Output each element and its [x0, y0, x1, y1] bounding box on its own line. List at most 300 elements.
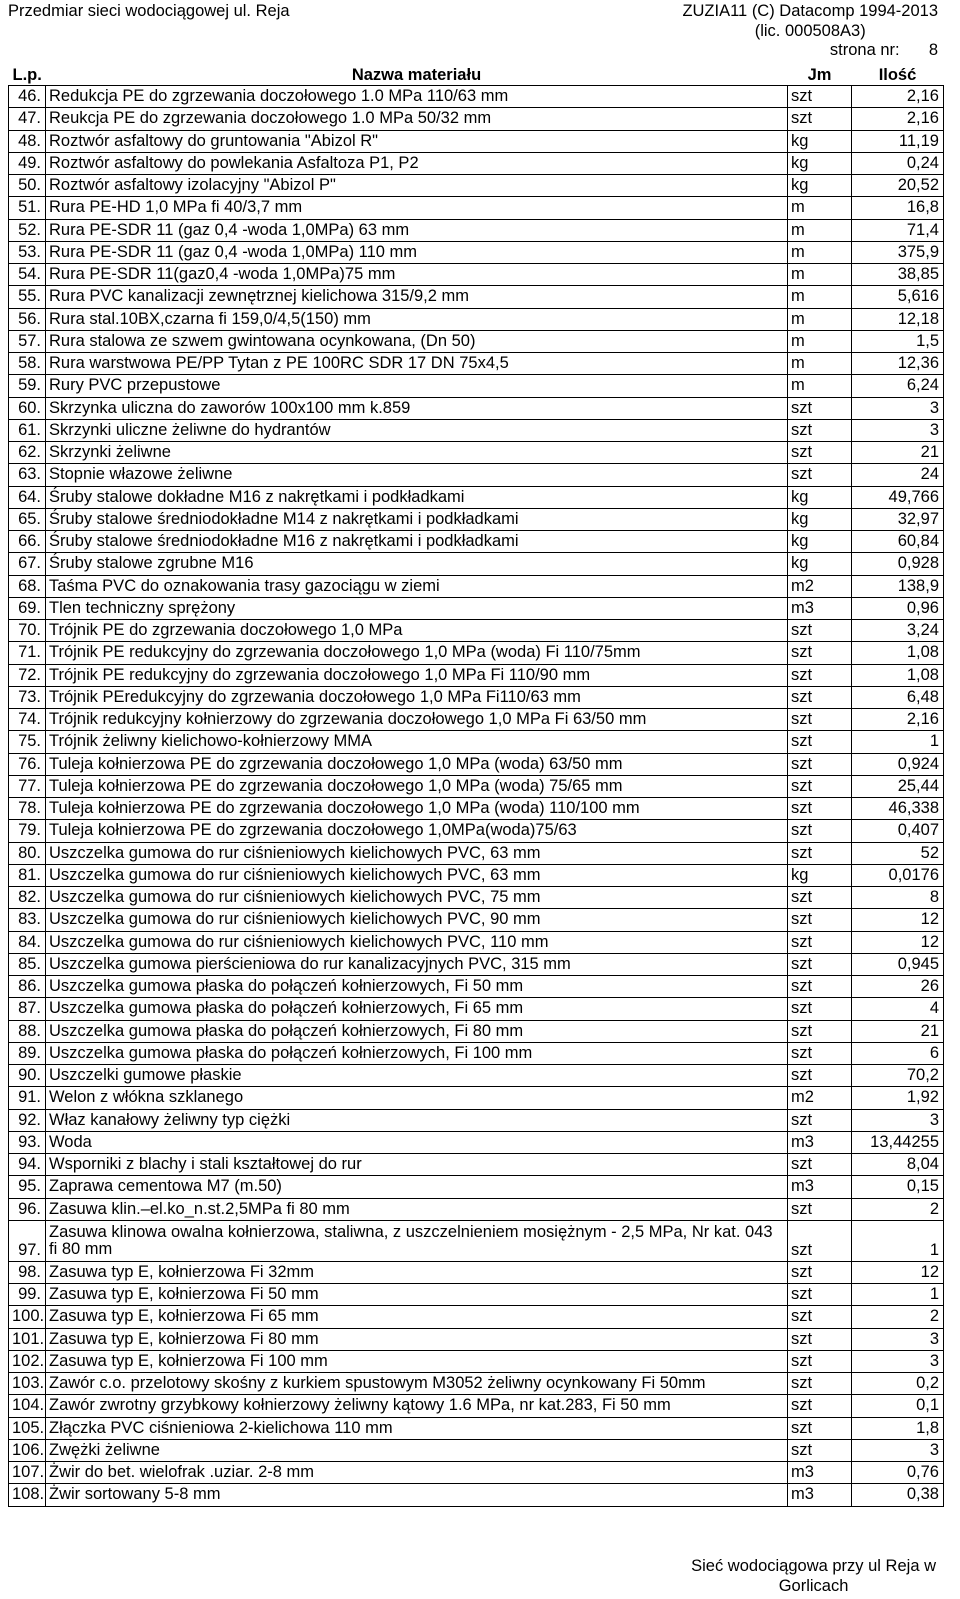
- row-name: Uszczelka gumowa do rur ciśnieniowych kielichowych PVC, 63 mm: [46, 842, 788, 864]
- table-row: [9, 575, 944, 597]
- row-qty: 1,5: [852, 330, 944, 352]
- row-name: Roztwór asfaltowy do powlekania Asfaltoza P1, P2: [46, 152, 788, 174]
- row-unit: m3: [788, 1462, 852, 1484]
- row-lp: 69.: [9, 597, 46, 619]
- table-row: [9, 1220, 944, 1261]
- table-row: [9, 953, 944, 975]
- row-qty: 2: [852, 1306, 944, 1328]
- row-qty: 3: [852, 419, 944, 441]
- row-unit: m: [788, 219, 852, 241]
- row-name: Zasuwa klinowa owalna kołnierzowa, staliwna, z uszczelnieniem mosiężnym - 2,5 MPa, Nr kat. 043 fi 80 mm: [46, 1220, 788, 1261]
- row-lp: 60.: [9, 397, 46, 419]
- row-unit: m2: [788, 1087, 852, 1109]
- column-header-name: Nazwa materiału: [351, 65, 482, 84]
- table-body: [9, 86, 944, 1507]
- table-row: [9, 175, 944, 197]
- row-qty: 38,85: [852, 264, 944, 286]
- row-lp: 102.: [9, 1350, 46, 1372]
- row-unit: szt: [788, 1198, 852, 1220]
- row-lp: 67.: [9, 553, 46, 575]
- table-row: [9, 1087, 944, 1109]
- row-qty: 12,18: [852, 308, 944, 330]
- row-unit: szt: [788, 1350, 852, 1372]
- row-qty: 6,24: [852, 375, 944, 397]
- table-row: [9, 1328, 944, 1350]
- row-qty: 0,76: [852, 1462, 944, 1484]
- row-unit: m3: [788, 1131, 852, 1153]
- row-qty: 8,04: [852, 1154, 944, 1176]
- row-qty: 0,15: [852, 1176, 944, 1198]
- table-row: [9, 620, 944, 642]
- row-lp: 52.: [9, 219, 46, 241]
- row-qty: 1,8: [852, 1417, 944, 1439]
- row-lp: 91.: [9, 1087, 46, 1109]
- row-lp: 74.: [9, 709, 46, 731]
- row-unit: szt: [788, 998, 852, 1020]
- row-lp: 93.: [9, 1131, 46, 1153]
- row-lp: 75.: [9, 731, 46, 753]
- column-header-lp: L.p.: [12, 65, 42, 84]
- row-lp: 62.: [9, 442, 46, 464]
- row-qty: 0,1: [852, 1395, 944, 1417]
- row-name: Uszczelka gumowa płaska do połączeń kołnierzowych, Fi 50 mm: [46, 976, 788, 998]
- row-lp: 48.: [9, 130, 46, 152]
- row-qty: 0,24: [852, 152, 944, 174]
- row-qty: 71,4: [852, 219, 944, 241]
- row-unit: szt: [788, 1373, 852, 1395]
- row-unit: szt: [788, 798, 852, 820]
- table-header-row: [9, 65, 944, 86]
- column-header-qty: Ilość: [878, 65, 917, 84]
- table-row: [9, 442, 944, 464]
- row-qty: 24: [852, 464, 944, 486]
- row-name: Śruby stalowe dokładne M16 z nakrętkami i podkładkami: [46, 486, 788, 508]
- row-qty: 0,945: [852, 953, 944, 975]
- row-qty: 0,924: [852, 753, 944, 775]
- row-name: Uszczelka gumowa płaska do połączeń kołnierzowych, Fi 65 mm: [46, 998, 788, 1020]
- footer-line2: Gorlicach: [778, 1577, 849, 1595]
- row-lp: 97.: [9, 1220, 46, 1261]
- row-unit: szt: [788, 1328, 852, 1350]
- row-qty: 0,407: [852, 820, 944, 842]
- row-unit: kg: [788, 486, 852, 508]
- row-unit: szt: [788, 108, 852, 130]
- row-name: Żwir do bet. wielofrak .uziar. 2-8 mm: [46, 1462, 788, 1484]
- row-lp: 51.: [9, 197, 46, 219]
- row-name: Uszczelka gumowa do rur ciśnieniowych kielichowych PVC, 90 mm: [46, 909, 788, 931]
- row-qty: 1: [852, 1284, 944, 1306]
- row-name: Rura PE-SDR 11(gaz0,4 -woda 1,0MPa)75 mm: [46, 264, 788, 286]
- row-name: Złączka PVC ciśnieniowa 2-kielichowa 110 mm: [46, 1417, 788, 1439]
- row-name: Zawór zwrotny grzybkowy kołnierzowy żeliwny kątowy 1.6 MPa, nr kat.283, Fi 50 mm: [46, 1395, 788, 1417]
- row-lp: 55.: [9, 286, 46, 308]
- row-lp: 76.: [9, 753, 46, 775]
- row-lp: 86.: [9, 976, 46, 998]
- table-row: [9, 419, 944, 441]
- table-row: [9, 1109, 944, 1131]
- table-row: [9, 108, 944, 130]
- row-lp: 63.: [9, 464, 46, 486]
- row-unit: szt: [788, 642, 852, 664]
- row-qty: 13,44255: [852, 1131, 944, 1153]
- row-name: Zaprawa cementowa M7 (m.50): [46, 1176, 788, 1198]
- row-unit: szt: [788, 1042, 852, 1064]
- table-row: [9, 887, 944, 909]
- row-name: Tuleja kołnierzowa PE do zgrzewania doczołowego 1,0MPa(woda)75/63: [46, 820, 788, 842]
- table-row: [9, 1373, 944, 1395]
- row-name: Trójnik PE redukcyjny do zgrzewania doczołowego 1,0 MPa Fi 110/90 mm: [46, 664, 788, 686]
- row-lp: 108.: [9, 1484, 46, 1506]
- row-lp: 53.: [9, 241, 46, 263]
- table-row: [9, 1176, 944, 1198]
- row-lp: 54.: [9, 264, 46, 286]
- row-name: Rura stalowa ze szwem gwintowana ocynkowana, (Dn 50): [46, 330, 788, 352]
- row-name: Zasuwa klin.–el.ko_n.st.2,5MPa fi 80 mm: [46, 1198, 788, 1220]
- table-row: [9, 909, 944, 931]
- row-unit: m: [788, 197, 852, 219]
- row-unit: szt: [788, 397, 852, 419]
- row-unit: szt: [788, 442, 852, 464]
- row-qty: 0,2: [852, 1373, 944, 1395]
- table-row: [9, 1154, 944, 1176]
- row-name: Rura stal.10BX,czarna fi 159,0/4,5(150) mm: [46, 308, 788, 330]
- row-unit: m: [788, 264, 852, 286]
- row-name: Skrzynki żeliwne: [46, 442, 788, 464]
- row-name: Tuleja kołnierzowa PE do zgrzewania doczołowego 1,0 MPa (woda) 75/65 mm: [46, 775, 788, 797]
- row-qty: 1,08: [852, 642, 944, 664]
- row-name: Rura PE-SDR 11 (gaz 0,4 -woda 1,0MPa) 110 mm: [46, 241, 788, 263]
- row-lp: 98.: [9, 1261, 46, 1283]
- row-qty: 21: [852, 1020, 944, 1042]
- row-unit: szt: [788, 976, 852, 998]
- row-unit: szt: [788, 1154, 852, 1176]
- row-qty: 70,2: [852, 1065, 944, 1087]
- table-row: [9, 219, 944, 241]
- row-name: Rura PVC kanalizacji zewnętrznej kielichowa 315/9,2 mm: [46, 286, 788, 308]
- row-qty: 26: [852, 976, 944, 998]
- row-lp: 49.: [9, 152, 46, 174]
- row-name: Roztwór asfaltowy izolacyjny "Abizol P": [46, 175, 788, 197]
- table-row: [9, 1439, 944, 1461]
- table-row: [9, 798, 944, 820]
- row-unit: szt: [788, 686, 852, 708]
- program-info: [682, 2, 938, 61]
- row-lp: 84.: [9, 931, 46, 953]
- row-name: Rura PE-SDR 11 (gaz 0,4 -woda 1,0MPa) 63 mm: [46, 219, 788, 241]
- row-unit: szt: [788, 775, 852, 797]
- footer-line1: Sieć wodociągowa przy ul Reja w: [691, 1557, 936, 1575]
- row-unit: m: [788, 286, 852, 308]
- row-name: Trójnik PE do zgrzewania doczołowego 1,0 MPa: [46, 620, 788, 642]
- row-lp: 61.: [9, 419, 46, 441]
- row-unit: m3: [788, 1176, 852, 1198]
- row-lp: 107.: [9, 1462, 46, 1484]
- row-unit: m: [788, 308, 852, 330]
- row-qty: 32,97: [852, 508, 944, 530]
- row-unit: szt: [788, 1439, 852, 1461]
- table-row: [9, 330, 944, 352]
- row-name: Reukcja PE do zgrzewania doczołowego 1.0 MPa 50/32 mm: [46, 108, 788, 130]
- row-name: Tuleja kołnierzowa PE do zgrzewania doczołowego 1,0 MPa (woda) 110/100 mm: [46, 798, 788, 820]
- row-lp: 68.: [9, 575, 46, 597]
- row-name: Trójnik PE redukcyjny do zgrzewania doczołowego 1,0 MPa (woda) Fi 110/75mm: [46, 642, 788, 664]
- row-unit: m3: [788, 1484, 852, 1506]
- row-name: Uszczelka gumowa pierścieniowa do rur kanalizacyjnych PVC, 315 mm: [46, 953, 788, 975]
- table-row: [9, 709, 944, 731]
- row-name: Zasuwa typ E, kołnierzowa Fi 100 mm: [46, 1350, 788, 1372]
- table-row: [9, 1020, 944, 1042]
- row-lp: 105.: [9, 1417, 46, 1439]
- row-lp: 72.: [9, 664, 46, 686]
- table-row: [9, 753, 944, 775]
- row-unit: szt: [788, 664, 852, 686]
- row-lp: 64.: [9, 486, 46, 508]
- row-name: Zawór c.o. przelotowy skośny z kurkiem spustowym M3052 żeliwny ocynkowany Fi 50mm: [46, 1373, 788, 1395]
- row-unit: m2: [788, 575, 852, 597]
- page-indicator: [682, 41, 938, 61]
- row-qty: 60,84: [852, 531, 944, 553]
- row-qty: 3,24: [852, 620, 944, 642]
- row-qty: 11,19: [852, 130, 944, 152]
- row-name: Skrzynka uliczna do zaworów 100x100 mm k.859: [46, 397, 788, 419]
- table-row: [9, 1306, 944, 1328]
- table-row: [9, 642, 944, 664]
- row-unit: szt: [788, 1065, 852, 1087]
- row-lp: 82.: [9, 887, 46, 909]
- row-name: Welon z włókna szklanego: [46, 1087, 788, 1109]
- row-unit: szt: [788, 1261, 852, 1283]
- row-lp: 80.: [9, 842, 46, 864]
- row-name: Zasuwa typ E, kołnierzowa Fi 80 mm: [46, 1328, 788, 1350]
- row-unit: m: [788, 241, 852, 263]
- row-lp: 46.: [9, 86, 46, 108]
- row-name: Uszczelki gumowe płaskie: [46, 1065, 788, 1087]
- table-row: [9, 464, 944, 486]
- row-qty: 1,08: [852, 664, 944, 686]
- row-qty: 8: [852, 887, 944, 909]
- row-qty: 3: [852, 1350, 944, 1372]
- table-row: [9, 1284, 944, 1306]
- table-row: [9, 864, 944, 886]
- table-row: [9, 553, 944, 575]
- row-unit: szt: [788, 464, 852, 486]
- table-row: [9, 353, 944, 375]
- row-name: Właz kanałowy żeliwny typ ciężki: [46, 1109, 788, 1131]
- row-qty: 0,38: [852, 1484, 944, 1506]
- row-qty: 12: [852, 1261, 944, 1283]
- table-row: [9, 197, 944, 219]
- license-number: (lic. 000508A3): [754, 21, 866, 40]
- row-unit: szt: [788, 1284, 852, 1306]
- row-unit: szt: [788, 86, 852, 108]
- table-row: [9, 286, 944, 308]
- table-row: [9, 1350, 944, 1372]
- row-lp: 104.: [9, 1395, 46, 1417]
- row-qty: 2,16: [852, 86, 944, 108]
- table-row: [9, 308, 944, 330]
- row-lp: 101.: [9, 1328, 46, 1350]
- row-name: Roztwór asfaltowy do gruntowania "Abizol R": [46, 130, 788, 152]
- row-name: Tlen techniczny sprężony: [46, 597, 788, 619]
- row-qty: 1: [852, 1220, 944, 1261]
- table-row: [9, 1395, 944, 1417]
- row-unit: szt: [788, 909, 852, 931]
- table-row: [9, 375, 944, 397]
- table-row: [9, 1417, 944, 1439]
- row-qty: 1,92: [852, 1087, 944, 1109]
- row-lp: 92.: [9, 1109, 46, 1131]
- row-lp: 95.: [9, 1176, 46, 1198]
- row-name: Trójnik PEredukcyjny do zgrzewania doczołowego 1,0 MPa Fi110/63 mm: [46, 686, 788, 708]
- row-lp: 103.: [9, 1373, 46, 1395]
- document-title: Przedmiar sieci wodociągowej ul. Reja: [8, 2, 290, 20]
- row-lp: 56.: [9, 308, 46, 330]
- table-row: [9, 508, 944, 530]
- row-name: Redukcja PE do zgrzewania doczołowego 1.0 MPa 110/63 mm: [46, 86, 788, 108]
- row-qty: 12,36: [852, 353, 944, 375]
- row-name: Rury PVC przepustowe: [46, 375, 788, 397]
- table-row: [9, 1484, 944, 1506]
- row-name: Woda: [46, 1131, 788, 1153]
- table-row: [9, 1065, 944, 1087]
- row-unit: szt: [788, 842, 852, 864]
- row-lp: 79.: [9, 820, 46, 842]
- row-qty: 3: [852, 1109, 944, 1131]
- row-lp: 77.: [9, 775, 46, 797]
- row-qty: 12: [852, 931, 944, 953]
- row-unit: m: [788, 353, 852, 375]
- row-qty: 46,338: [852, 798, 944, 820]
- row-unit: szt: [788, 753, 852, 775]
- row-unit: szt: [788, 419, 852, 441]
- row-lp: 70.: [9, 620, 46, 642]
- row-name: Śruby stalowe średniodokładne M16 z nakrętkami i podkładkami: [46, 531, 788, 553]
- row-lp: 81.: [9, 864, 46, 886]
- table-row: [9, 998, 944, 1020]
- row-unit: m: [788, 375, 852, 397]
- row-name: Śruby stalowe średniodokładne M14 z nakrętkami i podkładkami: [46, 508, 788, 530]
- row-qty: 25,44: [852, 775, 944, 797]
- row-lp: 47.: [9, 108, 46, 130]
- row-name: Uszczelka gumowa do rur ciśnieniowych kielichowych PVC, 63 mm: [46, 864, 788, 886]
- table-row: [9, 152, 944, 174]
- row-unit: szt: [788, 953, 852, 975]
- table-row: [9, 664, 944, 686]
- table-row: [9, 486, 944, 508]
- row-qty: 6,48: [852, 686, 944, 708]
- row-name: Trójnik żeliwny kielichowo-kołnierzowy MMA: [46, 731, 788, 753]
- row-unit: szt: [788, 1306, 852, 1328]
- table-row: [9, 842, 944, 864]
- table-row: [9, 1462, 944, 1484]
- row-qty: 3: [852, 397, 944, 419]
- row-qty: 6: [852, 1042, 944, 1064]
- row-unit: kg: [788, 553, 852, 575]
- row-unit: kg: [788, 175, 852, 197]
- row-unit: szt: [788, 1417, 852, 1439]
- row-unit: szt: [788, 1020, 852, 1042]
- row-lp: 85.: [9, 953, 46, 975]
- table-row: [9, 264, 944, 286]
- row-lp: 50.: [9, 175, 46, 197]
- row-qty: 20,52: [852, 175, 944, 197]
- row-lp: 65.: [9, 508, 46, 530]
- column-header-unit: Jm: [807, 65, 832, 84]
- row-unit: szt: [788, 731, 852, 753]
- row-qty: 0,0176: [852, 864, 944, 886]
- row-lp: 100.: [9, 1306, 46, 1328]
- row-name: Uszczelka gumowa do rur ciśnieniowych kielichowych PVC, 75 mm: [46, 887, 788, 909]
- row-name: Trójnik redukcyjny kołnierzowy do zgrzewania doczołowego 1,0 MPa Fi 63/50 mm: [46, 709, 788, 731]
- row-lp: 88.: [9, 1020, 46, 1042]
- table-row: [9, 130, 944, 152]
- row-lp: 96.: [9, 1198, 46, 1220]
- row-name: Skrzynki uliczne żeliwne do hydrantów: [46, 419, 788, 441]
- row-unit: m3: [788, 597, 852, 619]
- row-qty: 0,928: [852, 553, 944, 575]
- row-lp: 106.: [9, 1439, 46, 1461]
- row-lp: 59.: [9, 375, 46, 397]
- row-name: Zasuwa typ E, kołnierzowa Fi 32mm: [46, 1261, 788, 1283]
- table-row: [9, 1261, 944, 1283]
- table-row: [9, 1042, 944, 1064]
- row-name: Tuleja kołnierzowa PE do zgrzewania doczołowego 1,0 MPa (woda) 63/50 mm: [46, 753, 788, 775]
- row-name: Uszczelka gumowa do rur ciśnieniowych kielichowych PVC, 110 mm: [46, 931, 788, 953]
- row-qty: 2,16: [852, 108, 944, 130]
- row-lp: 99.: [9, 1284, 46, 1306]
- row-unit: kg: [788, 152, 852, 174]
- row-lp: 94.: [9, 1154, 46, 1176]
- row-unit: szt: [788, 931, 852, 953]
- row-lp: 66.: [9, 531, 46, 553]
- row-name: Uszczelka gumowa płaska do połączeń kołnierzowych, Fi 80 mm: [46, 1020, 788, 1042]
- row-unit: szt: [788, 1109, 852, 1131]
- row-unit: szt: [788, 620, 852, 642]
- row-unit: szt: [788, 1395, 852, 1417]
- row-qty: 21: [852, 442, 944, 464]
- row-lp: 89.: [9, 1042, 46, 1064]
- row-unit: szt: [788, 1220, 852, 1261]
- row-unit: m: [788, 330, 852, 352]
- row-unit: szt: [788, 709, 852, 731]
- row-name: Taśma PVC do oznakowania trasy gazociągu w ziemi: [46, 575, 788, 597]
- row-unit: kg: [788, 531, 852, 553]
- row-qty: 2,16: [852, 709, 944, 731]
- page-number: 8: [928, 41, 938, 59]
- row-name: Uszczelka gumowa płaska do połączeń kołnierzowych, Fi 100 mm: [46, 1042, 788, 1064]
- row-unit: kg: [788, 508, 852, 530]
- row-name: Rura warstwowa PE/PP Tytan z PE 100RC SDR 17 DN 75x4,5: [46, 353, 788, 375]
- row-qty: 4: [852, 998, 944, 1020]
- table-row: [9, 686, 944, 708]
- row-qty: 12: [852, 909, 944, 931]
- table-row: [9, 597, 944, 619]
- row-name: Stopnie włazowe żeliwne: [46, 464, 788, 486]
- table-row: [9, 820, 944, 842]
- table-row: [9, 86, 944, 108]
- row-name: Wsporniki z blachy i stali kształtowej do rur: [46, 1154, 788, 1176]
- page-label: strona nr:: [829, 41, 900, 59]
- table-row: [9, 731, 944, 753]
- row-lp: 71.: [9, 642, 46, 664]
- row-qty: 3: [852, 1439, 944, 1461]
- table-row: [9, 775, 944, 797]
- row-qty: 0,96: [852, 597, 944, 619]
- row-qty: 2: [852, 1198, 944, 1220]
- row-name: Śruby stalowe zgrubne M16: [46, 553, 788, 575]
- row-name: Zwężki żeliwne: [46, 1439, 788, 1461]
- table-row: [9, 531, 944, 553]
